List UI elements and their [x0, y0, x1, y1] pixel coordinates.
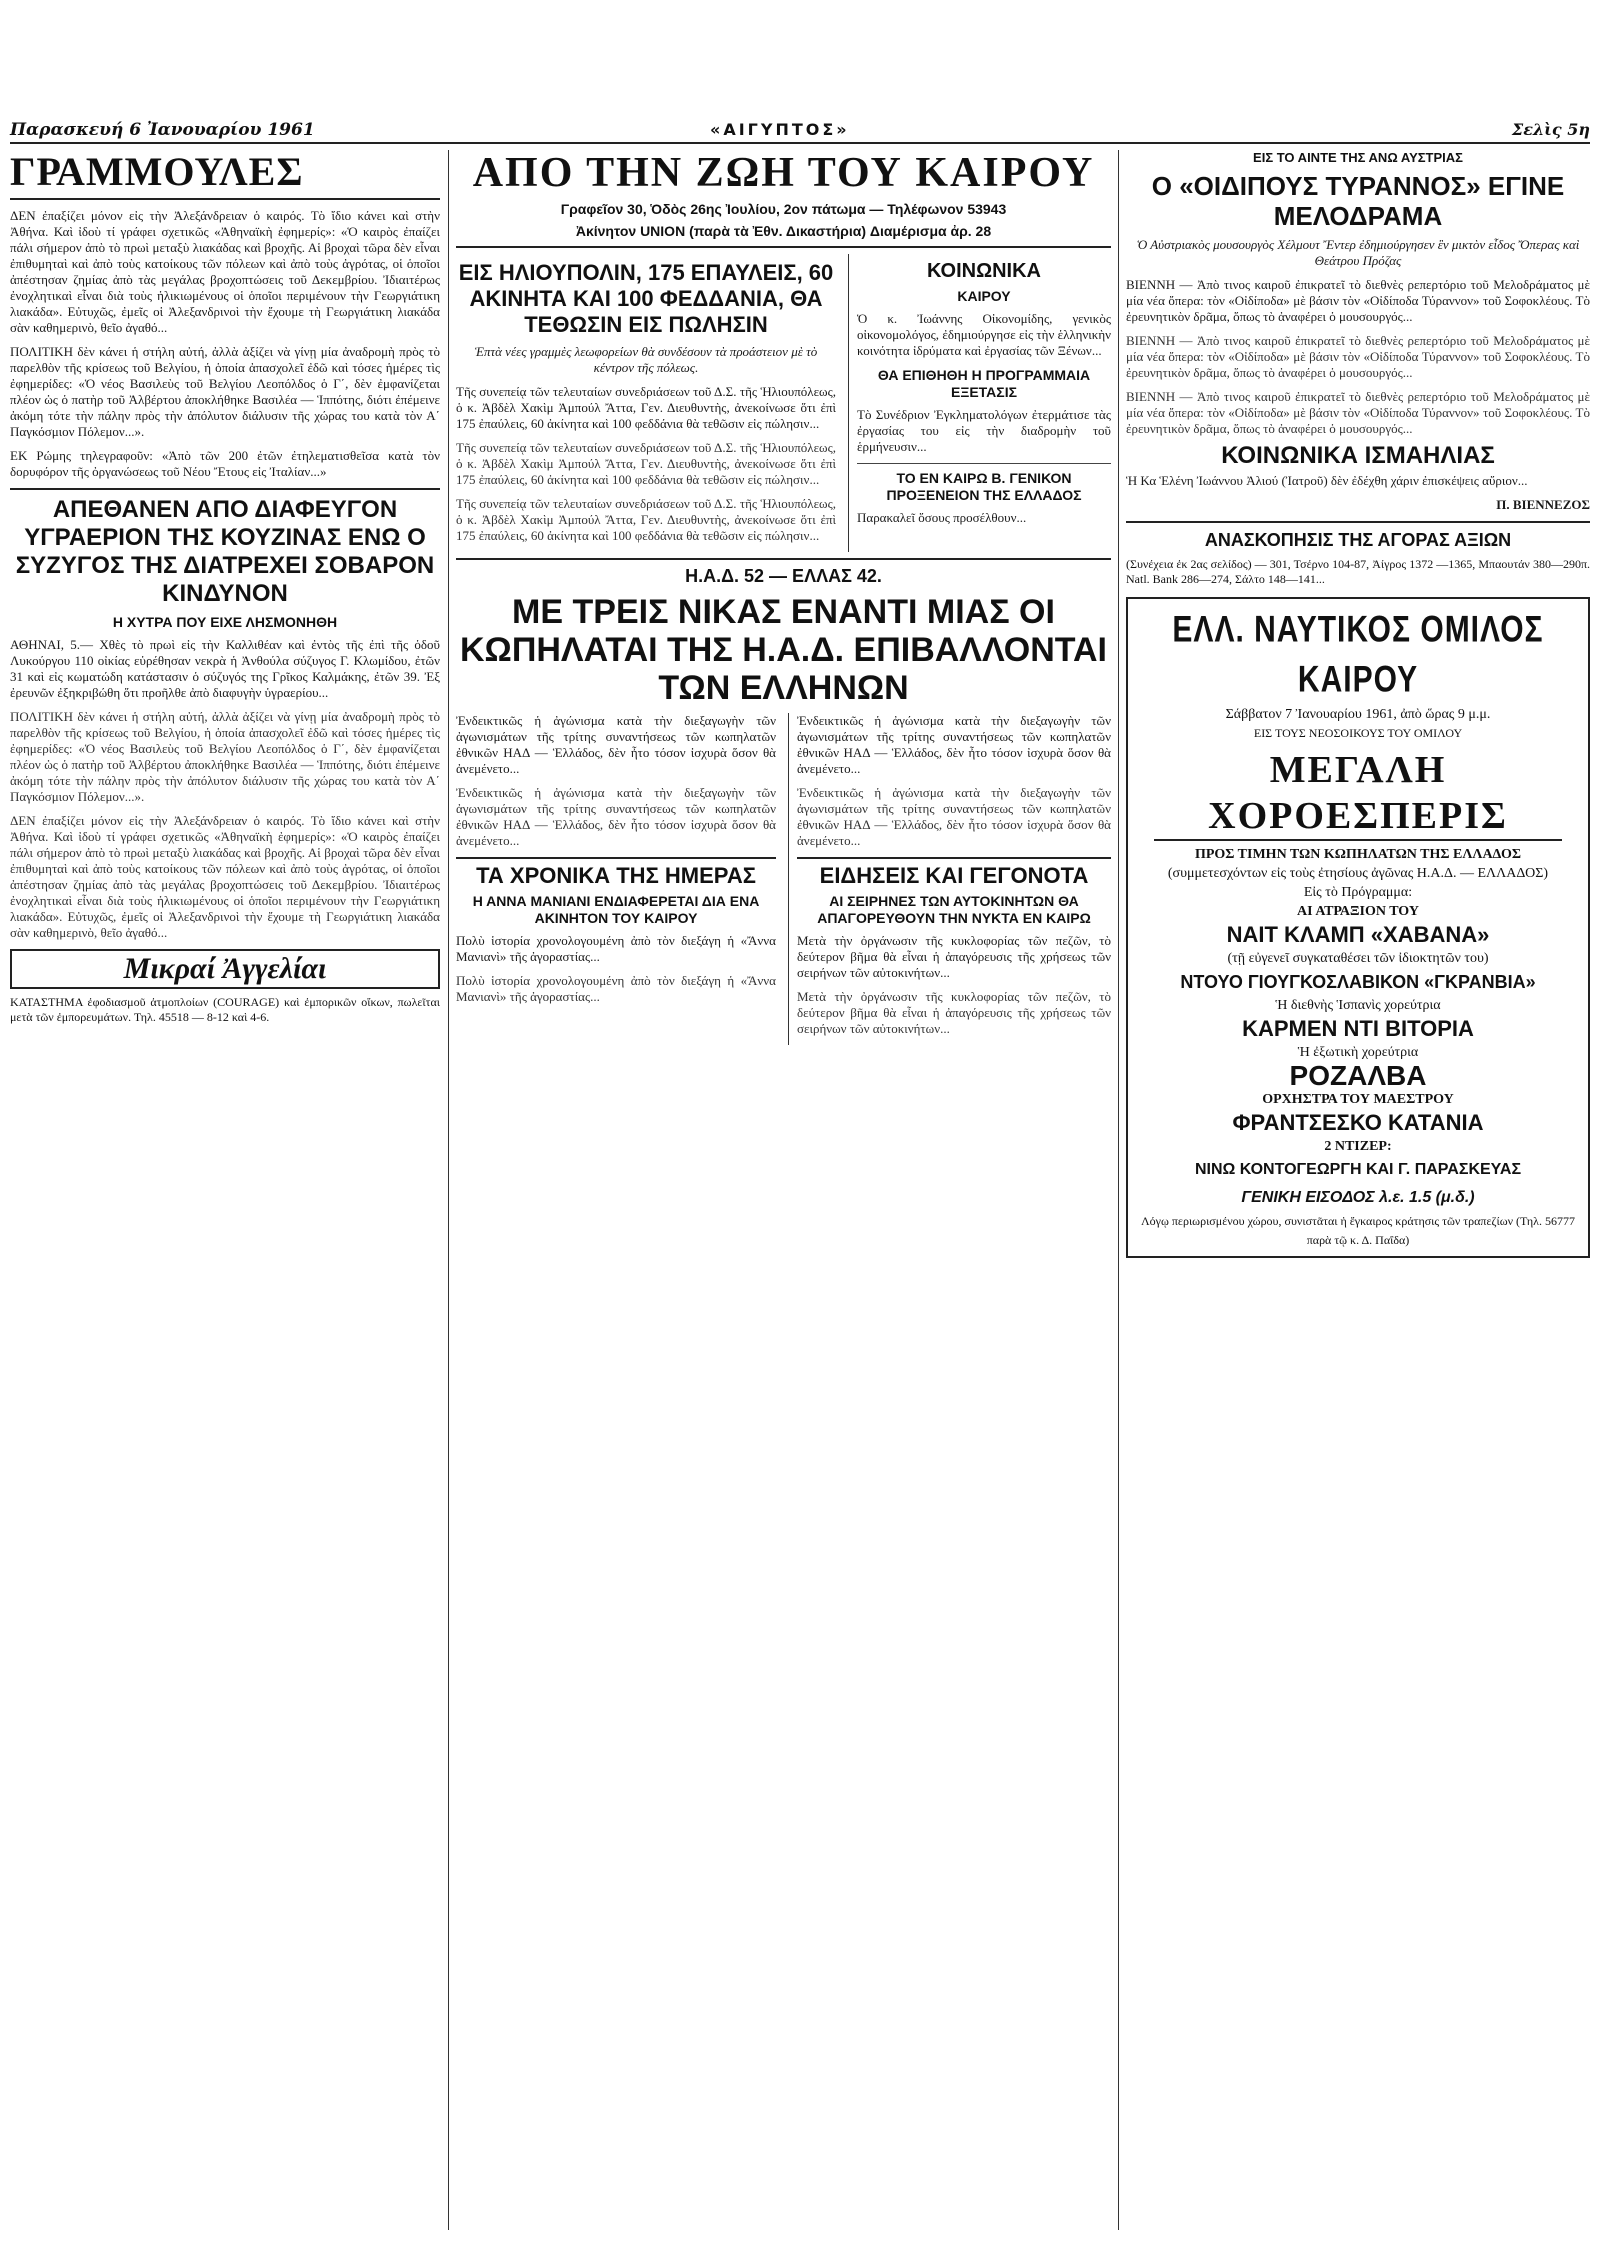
column-cairo-life — [456, 150, 1111, 2240]
article-signature: Π. ΒΙΕΝΝΕΖΟΣ — [1496, 497, 1590, 512]
subheadline-heliopolis: Ἑπτὰ νέες γραμμὲς λεωφορείων θὰ συνδέσουν τὰ προάστειον μὲ τὸ κέντρον τῆς πόλεως. — [474, 344, 818, 375]
masthead-date: Παρασκευή 6 Ἰανουαρίου 1961 — [10, 120, 315, 140]
article-paragraph: ΑΘΗΝΑΙ, 5.— Χθὲς τὸ πρωὶ εἰς τὴν Καλλιθέαν καὶ ἐντὸς τῆς ἐπὶ τῆς ὁδοῦ Λυκούργου 110 οἰκίας εὑρέθησαν νεκρὰ ἡ Ἀνθούλα σύζυγος Γ. Κλωμίδου, ἐτῶν 31 καὶ εἰς κωματώδη κατάστασιν ὁ σύζυγός της Γρῖκος Καλμάκης, ἐτῶν 39. Ἐξ ἐρευνῶν ἐξηκριβώθη ὅτι προῆλθε ἀπὸ διαφυγὴν ὑγραερίου... — [10, 637, 440, 700]
masthead — [10, 118, 1590, 144]
headline-consulate: ΤΟ ΕΝ ΚΑΙΡΩ Β. ΓΕΝΙΚΟΝ ΠΡΟΞΕΝΕΙΟΝ ΤΗΣ ΕΛΛΑΔΟΣ — [886, 470, 1082, 503]
headline-exam: ΘΑ ΕΠΙΘΗΘΗ Η ΠΡΟΓΡΑΜΜΑΙΑ ΕΞΕΤΑΣΙΣ — [877, 367, 1091, 400]
article-paragraph: Πολὺ ἱστορία χρονολογουμένη ἀπὸ τὸν διεξάγη ἡ «Ἄννα Μανιανὶ» τῆς ἀγοραστίας... — [456, 973, 776, 1004]
ad-program-item: ΡΟΖΑΛΒΑ — [1289, 1060, 1427, 1091]
section-title-grammoules: ΓΡΑΜΜΟΥΛΕΣ — [10, 150, 440, 200]
article-paragraph: Ἐνδεικτικῶς ἡ ἀγώνισμα κατὰ τὴν διεξαγωγὴν τῶν ἀγωνισμάτων τῆς τρίτης συναντήσεως τῶν κωπηλατῶν ἐθνικῶν ΗΑΔ — Ἑλλάδος, δὲν ἦτο τόσον ἰσχυρὰ ὅσον θὰ ἀνεμένετο... — [797, 785, 1111, 848]
article-paragraph: Ὁ κ. Ἰωάννης Οἰκονομίδης, γενικὸς οἰκονομολόγος, ἐδημιούργησε εἰς τὴν ἑλληνικὴν κοινότητα ἰδρύματα καὶ ἐργασίας τῶν Ξένων... — [857, 311, 1111, 358]
ad-program-item: Ἡ ἐξωτικὴ χορεύτρια — [1297, 1045, 1419, 1060]
headline-gas-leak: ΑΠΕΘΑΝΕΝ ΑΠΟ ΔΙΑΦΕΥΓΟΝ ΥΓΡΑΕΡΙΟΝ ΤΗΣ ΚΟΥΖΙΝΑΣ ΕΝΩ Ο ΣΥΖΥΓΟΣ ΤΗΣ ΔΙΑΤΡΕΧΕΙ ΣΟΒΑΡΟΝ ΚΙΝΔΥΝΟΝ — [15, 496, 435, 607]
article-paragraph: Ἡ Κα Ἑλένη Ἰωάννου Ἀλιού (Ἰατροῦ) δὲν ἐδέχθη χάριν ἐπισκέψεις αὔριον... — [1126, 473, 1528, 488]
ad-program-item: ΝΤΟΥΟ ΓΙΟΥΓΚΟΣΛΑΒΙΚΟΝ «ΓΚΡΑΝΒΙΑ» — [1180, 972, 1536, 992]
subheadline-koinonika: ΚΑΙΡΟΥ — [957, 288, 1011, 304]
match-score-line: Η.Α.Δ. 52 — ΕΛΛΑΣ 42. — [685, 566, 882, 586]
divider — [10, 488, 440, 490]
section-title-cairo: ΑΠΟ ΤΗΝ ΖΩΗ ΤΟΥ ΚΑΙΡΟΥ — [472, 150, 1095, 196]
masthead-paper-name: «ΑΙΓΥΠΤΟΣ» — [710, 120, 850, 139]
ad-program-item: ΝΙΝΩ ΚΟΝΤΟΓΕΩΡΓΗ ΚΑΙ Γ. ΠΑΡΑΣΚΕΥΑΣ — [1194, 1161, 1522, 1178]
ad-program-item: (τῇ εὐγενεῖ συγκαταθέσει τῶν ἰδιοκτητῶν του) — [1227, 951, 1489, 966]
article-paragraph: Τῆς συνεπείᾳ τῶν τελευταίων συνεδριάσεων τοῦ Δ.Σ. τῆς Ἡλιουπόλεως, ὁ κ. Ἀβδὲλ Χακὶμ Ἀμπούλ Ἄττα, Γεν. Διευθυντὴς, ἀνεκοίνωσε ὅτι ἐπὶ 175 ἐπαύλεις, 60 ἀκίνητα καὶ 100 φεδδάνια θὰ τεθῶσιν εἰς πώλησιν... — [456, 384, 836, 431]
headline-stocks: ΑΝΑΣΚΟΠΗΣΙΣ ΤΗΣ ΑΓΟΡΑΣ ΑΞΙΩΝ — [1204, 530, 1512, 550]
ad-program-item: ΑΙ ΑΤΡΑΞΙΟΝ ΤΟΥ — [1297, 904, 1419, 919]
office-address: Γραφεῖον 30, Ὁδὸς 26ης Ἰουλίου, 2ον πάτωμα — Τηλέφωνον 53943 — [560, 201, 1007, 217]
small-ad: ΚΑΤΑΣΤΗΜΑ ἐφοδιασμοῦ ἀτμοπλοίων (COURAGE) καὶ ἐμπορικῶν οἴκων, πωλεῖται μετὰ τῶν ἐμπορευμάτων. Τηλ. 45518 — 8-12 καὶ 4-6. — [10, 995, 440, 1024]
column-rule — [448, 150, 449, 2230]
ad-program-item: ΦΡΑΝΤΣΕΣΚΟ ΚΑΤΑΝΙΑ — [1232, 1110, 1484, 1135]
ad-program-item: ΟΡΧΗΣΤΡΑ ΤΟΥ ΜΑΕΣΤΡΟΥ — [1262, 1092, 1454, 1107]
ad-venue: ΕΙΣ ΤΟΥΣ ΝΕΟΣΟΙΚΟΥΣ ΤΟΥ ΟΜΙΛΟΥ — [1253, 726, 1463, 740]
article-paragraph: Μετὰ τὴν ὀργάνωσιν τῆς κυκλοφορίας τῶν πεζῶν, τὸ δεύτερον βῆμα θὰ εἶναι ἡ ἀπαγόρευσις τῆς χρήσεως τῶν σειρήνων τῶν αὐτοκινήτων... — [797, 933, 1111, 980]
article-paragraph: ΒΙΕΝΝΗ — Ἀπὸ τινος καιροῦ ἐπικρατεῖ τὸ διεθνὲς ρεπερτόριο τοῦ Μελοδράματος μὲ μία νέα ὄπερα: τὸν «Οἰδίποδα» μὲ βάσιν τὸν «Οἰδίποδα Τύραννον» τοῦ Σοφοκλέους. Τὸ ἐρευνητικὸν δρᾶμα, ὅπως τὸ ἀναφέρει ὁ μουσουργός... — [1126, 389, 1590, 436]
subheadline-pot: Η ΧΥΤΡΑ ΠΟΥ ΕΙΧΕ ΛΗΣΜΟΝΗΘΗ — [112, 614, 338, 630]
ad-honor: ΠΡΟΣ ΤΙΜΗΝ ΤΩΝ ΚΩΠΗΛΑΤΩΝ ΤΗΣ ΕΛΛΑΔΟΣ — [1194, 847, 1522, 862]
headline-rowing: ΜΕ ΤΡΕΙΣ ΝΙΚΑΣ ΕΝΑΝΤΙ ΜΙΑΣ ΟΙ ΚΩΠΗΛΑΤΑΙ ΤΗΣ Η.Α.Δ. ΕΠΙΒΑΛΛΟΝΤΑΙ ΤΩΝ ΕΛΛΗΝΩΝ — [460, 593, 1107, 707]
ad-program: Εἰς τὸ Πρόγραμμα: — [1303, 885, 1413, 900]
headline-oedipus: Ο «ΟΙΔΙΠΟΥΣ ΤΥΡΑΝΝΟΣ» ΕΓΙΝΕ ΜΕΛΟΔΡΑΜΑ — [1151, 171, 1565, 231]
article-paragraph: ΔΕΝ ἐπαξίζει μόνον εἰς τὴν Ἀλεξάνδρειαν ὁ καιρός. Τὸ ἴδιο κάνει καὶ στὴν Ἀθήνα. Καὶ ἰδοὺ τί γράφει σχετικῶς «Ἀθηναϊκὴ ἐφημερίς»: «Ὁ καιρὸς ἐπαίζει πάλι σήμερον ἀπὸ τὸ πρωὶ μεταξὺ λιακάδας καὶ βροχῆς. Αἱ βροχαὶ τῶρα δὲν εἶναι ἐπιθυμηταὶ καὶ ἀπὸ τοὺς κατοίκους τῶν πόλεων καὶ ἀπὸ τοὺς ἀγρότας, οἱ ὁποῖοι ἀπέστησαν ζημίας ἀπὸ τὰς μεγάλας βροχοπτώσεις τοῦ Δεκεμβρίου. Ἰδιαιτέρως ἐνοχλητικαὶ εἶναι διὰ τοὺς ἡλικιωμένους οἱ ὁποῖοι περιμένουν τὴν Γεωργιάτικη λιακάδα». Εὐτυχῶς, ἐμεῖς οἱ Ἀλεξανδρινοὶ τὴν ἔχουμε τὴ Γεωργιάτικη λιακάδα σὰν καθημερινὸ, θεῖο ἀγαθό... — [10, 813, 440, 940]
subheadline-oedipus: Ὁ Αὐστριακὸς μουσουργὸς Χέλμουτ Ἔντερ ἐδημιούργησεν ἓν μικτὸν εἶδος Ὄπερας καὶ Θεάτρου Πρόζας — [1136, 237, 1580, 268]
divider — [456, 246, 1111, 248]
article-paragraph: Ἐνδεικτικῶς ἡ ἀγώνισμα κατὰ τὴν διεξαγωγὴν τῶν ἀγωνισμάτων τῆς τρίτης συναντήσεως τῶν κωπηλατῶν ἐθνικῶν ΗΑΔ — Ἑλλάδος, δὲν ἦτο τόσον ἰσχυρὰ ὅσον θὰ ἀνεμένετο... — [456, 713, 776, 776]
divider — [797, 857, 1111, 859]
article-paragraph: Τῆς συνεπείᾳ τῶν τελευταίων συνεδριάσεων τοῦ Δ.Σ. τῆς Ἡλιουπόλεως, ὁ κ. Ἀβδὲλ Χακὶμ Ἀμπούλ Ἄττα, Γεν. Διευθυντὴς, ἀνεκοίνωσε ὅτι ἐπὶ 175 ἐπαύλεις, 60 ἀκίνητα καὶ 100 φεδδάνια θὰ τεθῶσιν εἰς πώλησιν... — [456, 440, 836, 487]
divider — [456, 857, 776, 859]
article-paragraph: Τὸ Συνέδριον Ἐγκληματολόγων ἐτερμάτισε τὰς ἐργασίας του εἰς τὴν διαδρομὴν τοῦ ἑρμήνευσιν... — [857, 407, 1111, 454]
subheadline-sirens: ΑΙ ΣΕΙΡΗΝΕΣ ΤΩΝ ΑΥΤΟΚΙΝΗΤΩΝ ΘΑ ΑΠΑΓΟΡΕΥΘΟΥΝ ΤΗΝ ΝΥΚΤΑ ΕΝ ΚΑΙΡΩ — [817, 893, 1091, 926]
small-ads-title: Μικραί Ἀγγελίαι — [10, 949, 440, 989]
subheadline-chronicles: Η ΑΝΝΑ ΜΑΝΙΑΝΙ ΕΝΔΙΑΦΕΡΕΤΑΙ ΔΙΑ ΕΝΑ ΑΚΙΝΗΤΟΝ ΤΟΥ ΚΑΙΡΟΥ — [472, 893, 760, 926]
ad-reservation-note: Λόγῳ περιωρισμένου χώρου, συνιστᾶται ἡ ἔγκαιρος κράτησις τῶν τραπεζίων (Τηλ. 56777 παρὰ τῷ κ. Δ. Παΐδα) — [1140, 1214, 1576, 1247]
divider — [456, 558, 1111, 560]
column-grammoules — [10, 150, 440, 2240]
column-rule — [1118, 150, 1119, 2230]
advertisement-club — [1126, 597, 1590, 1258]
ad-admission: ΓΕΝΙΚΗ ΕΙΣΟΔΟΣ λ.ε. 1.5 (μ.δ.) — [1241, 1189, 1475, 1206]
article-paragraph: Τῆς συνεπείᾳ τῶν τελευταίων συνεδριάσεων τοῦ Δ.Σ. τῆς Ἡλιουπόλεως, ὁ κ. Ἀβδὲλ Χακὶμ Ἀμπούλ Ἄττα, Γεν. Διευθυντὴς, ἀνεκοίνωσε ὅτι ἐπὶ 175 ἐπαύλεις, 60 ἀκίνητα καὶ 100 φεδδάνια θὰ τεθῶσιν εἰς πώλησιν... — [456, 496, 836, 543]
ad-honor-detail: (συμμετεσχόντων εἰς τοὺς ἐτησίους ἀγῶνας Η.Α.Δ. — ΕΛΛΑΔΟΣ) — [1167, 866, 1549, 881]
article-paragraph: ΒΙΕΝΝΗ — Ἀπὸ τινος καιροῦ ἐπικρατεῖ τὸ διεθνὲς ρεπερτόριο τοῦ Μελοδράματος μὲ μία νέα ὄπερα: τὸν «Οἰδίποδα» μὲ βάσιν τὸν «Οἰδίποδα Τύραννον» τοῦ Σοφοκλέους. Τὸ ἐρευνητικὸν δρᾶμα, ὅπως τὸ ἀναφέρει ὁ μουσουργός... — [1126, 277, 1590, 324]
ad-event-title: ΜΕΓΑΛΗ ΧΟΡΟΕΣΠΕΡΙΣ — [1154, 747, 1562, 841]
masthead-page-number: Σελὶς 5η — [1511, 120, 1590, 139]
article-paragraph: Παρακαλεῖ ὅσους προσέλθουν... — [857, 510, 1027, 525]
headline-news: ΕΙΔΗΣΕΙΣ ΚΑΙ ΓΕΓΟΝΟΤΑ — [819, 863, 1089, 888]
headline-ismailia: ΚΟΙΝΩΝΙΚΑ ΙΣΜΑΗΛΙΑΣ — [1221, 442, 1495, 469]
ad-program-item: Ἡ διεθνὴς Ἱσπανὶς χορεύτρια — [1275, 998, 1441, 1013]
ad-club-name: ΕΛΛ. ΝΑΥΤΙΚΟΣ ΟΜΙΛΟΣ ΚΑΙΡΟΥ — [1172, 608, 1544, 700]
article-paragraph: ΕΚ Ρώμης τηλεγραφοῦν: «Ἀπὸ τῶν 200 ἐτῶν ἐτηλεματισθεῖσα κατὰ τὸν δορυφόρον τῆς ὀργανώσεως τοῦ Νέου Ἔτους εἰς Ἰταλίαν...» — [10, 448, 440, 479]
article-paragraph: Πολὺ ἱστορία χρονολογουμένη ἀπὸ τὸν διεξάγη ἡ «Ἄννα Μανιανὶ» τῆς ἀγοραστίας... — [456, 933, 776, 964]
article-paragraph: Ἐνδεικτικῶς ἡ ἀγώνισμα κατὰ τὴν διεξαγωγὴν τῶν ἀγωνισμάτων τῆς τρίτης συναντήσεως τῶν κωπηλατῶν ἐθνικῶν ΗΑΔ — Ἑλλάδος, δὲν ἦτο τόσον ἰσχυρὰ ὅσον θὰ ἀνεμένετο... — [797, 713, 1111, 776]
article-paragraph: ΒΙΕΝΝΗ — Ἀπὸ τινος καιροῦ ἐπικρατεῖ τὸ διεθνὲς ρεπερτόριο τοῦ Μελοδράματος μὲ μία νέα ὄπερα: τὸν «Οἰδίποδα» μὲ βάσιν τὸν «Οἰδίποδα Τύραννον» τοῦ Σοφοκλέους. Τὸ ἐρευνητικὸν δρᾶμα, ὅπως τὸ ἀναφέρει ὁ μουσουργός... — [1126, 333, 1590, 380]
ad-program-item: ΚΑΡΜΕΝ ΝΤΙ ΒΙΤΟΡΙΑ — [1242, 1016, 1474, 1041]
ad-program-item: ΝΑΙΤ ΚΛΑΜΠ «ΧΑΒΑΝΑ» — [1226, 922, 1490, 947]
divider — [1126, 521, 1590, 523]
article-paragraph: ΔΕΝ ἐπαξίζει μόνον εἰς τὴν Ἀλεξάνδρειαν ὁ καιρός. Τὸ ἴδιο κάνει καὶ στὴν Ἀθήνα. Καὶ ἰδοὺ τί γράφει σχετικῶς «Ἀθηναϊκὴ ἐφημερίς»: «Ὁ καιρὸς ἐπαίζει πάλι σήμερον ἀπὸ τὸ πρωὶ μεταξὺ λιακάδας καὶ βροχῆς. Αἱ βροχαὶ τῶρα δὲν εἶναι ἐπιθυμηταὶ καὶ ἀπὸ τοὺς κατοίκους τῶν πόλεων καὶ ἀπὸ τοὺς ἀγρότας, οἱ ὁποῖοι ἀπέστησαν ζημίας ἀπὸ τὰς μεγάλας βροχοπτώσεις τοῦ Δεκεμβρίου. Ἰδιαιτέρως ἐνοχλητικαὶ εἶναι διὰ τοὺς ἡλικιωμένους οἱ ὁποῖοι περιμένουν τὴν Γεωργιάτικη λιακάδα». Εὐτυχῶς, ἐμεῖς οἱ Ἀλεξανδρινοὶ τὴν ἔχουμε τὴ Γεωργιάτικη λιακάδα σὰν καθημερινὸ, θεῖο ἀγαθό... — [10, 208, 440, 335]
ad-date: Σάββατον 7 Ἰανουαρίου 1961, ἀπὸ ὥρας 9 μ.μ. — [1225, 707, 1491, 722]
office-address-2: Ἀκίνητον UNION (παρὰ τὰ Ἐθν. Δικαστήρια) Διαμέρισμα ἀρ. 28 — [575, 223, 992, 239]
headline-heliopolis: ΕΙΣ ΗΛΙΟΥΠΟΛΙΝ, 175 ΕΠΑΥΛΕΙΣ, 60 ΑΚΙΝΗΤΑ ΚΑΙ 100 ΦΕΔΔΑΝΙΑ, ΘΑ ΤΕΘΩΣΙΝ ΕΙΣ ΠΩΛΗΣΙΝ — [458, 260, 834, 337]
article-paragraph: ΠΟΛΙΤΙΚΗ δὲν κάνει ἡ στήλη αὐτή, ἀλλὰ ἀξίζει νὰ γίνῃ μία ἀναδρομὴ πρὸς τὸ παρελθὸν τῆς κρίσεως τοῦ Βελγίου, ἡ ὁποία ἀπασχολεῖ ἐδῶ καὶ τόσες ἡμέρες τὶς ἐφημερίδες: «Ὁ νέος Βασιλεὺς τοῦ Βελγίου Λεοπόλδος ὁ Γ΄, δὲν ἐμφανίζεται πλέον ὡς ὁ πατὴρ τοῦ Ἀλβέρτου ἀποκλήθηκε Βασιλέα — Ἱππότης, διότι ἐπέμεινε ἀκόμη τότε τὴν πάλην πρὸς τὴν ἀπόλυτον διάλυσιν τῆς χώρας του κατὰ τὸν Α΄ Παγκόσμιον Πόλεμον...». — [10, 709, 440, 804]
headline-koinonika: ΚΟΙΝΩΝΙΚΑ — [926, 260, 1041, 282]
ad-program-item: 2 ΝΤΙΖΕΡ: — [1324, 1139, 1392, 1154]
article-paragraph: Ἐνδεικτικῶς ἡ ἀγώνισμα κατὰ τὴν διεξαγωγὴν τῶν ἀγωνισμάτων τῆς τρίτης συναντήσεως τῶν κωπηλατῶν ἐθνικῶν ΗΑΔ — Ἑλλάδος, δὲν ἦτο τόσον ἰσχυρὰ ὅσον θὰ ἀνεμένετο... — [456, 785, 776, 848]
headline-chronicles: ΤΑ ΧΡΟΝΙΚΑ ΤΗΣ ΗΜΕΡΑΣ — [476, 863, 756, 888]
kicker-austria: ΕΙΣ ΤΟ ΑΙΝΤΕ ΤΗΣ ΑΝΩ ΑΥΣΤΡΙΑΣ — [1253, 150, 1463, 165]
article-paragraph: Μετὰ τὴν ὀργάνωσιν τῆς κυκλοφορίας τῶν πεζῶν, τὸ δεύτερον βῆμα θὰ εἶναι ἡ ἀπαγόρευσις τῆς χρήσεως τῶν σειρήνων τῶν αὐτοκινήτων... — [797, 989, 1111, 1036]
divider — [857, 463, 1111, 464]
column-austria — [1126, 150, 1590, 2240]
stock-prices: (Συνέχεια ἐκ 2ας σελίδος) — 301, Τσέρνο 104-87, Ἀίγρος 1372 —1365, Μπαουτάν 380—290π. Natl. Bank 286—274, Σάλτο 148—141... — [1126, 557, 1590, 586]
article-paragraph: ΠΟΛΙΤΙΚΗ δὲν κάνει ἡ στήλη αὐτή, ἀλλὰ ἀξίζει νὰ γίνῃ μία ἀναδρομὴ πρὸς τὸ παρελθὸν τῆς κρίσεως τοῦ Βελγίου, ἡ ὁποία ἀπασχολεῖ ἐδῶ καὶ τόσες ἡμέρες τὶς ἐφημερίδες: «Ὁ νέος Βασιλεὺς τοῦ Βελγίου Λεοπόλδος ὁ Γ΄, δὲν ἐμφανίζεται πλέον ὡς ὁ πατὴρ τοῦ Ἀλβέρτου ἀποκλήθηκε Βασιλέα — Ἱππότης, διότι ἐπέμεινε ἀκόμη τότε τὴν πάλην πρὸς τὴν ἀπόλυτον διάλυσιν τῆς χώρας του κατὰ τὸν Α΄ Παγκόσμιον Πόλεμον...». — [10, 344, 440, 439]
